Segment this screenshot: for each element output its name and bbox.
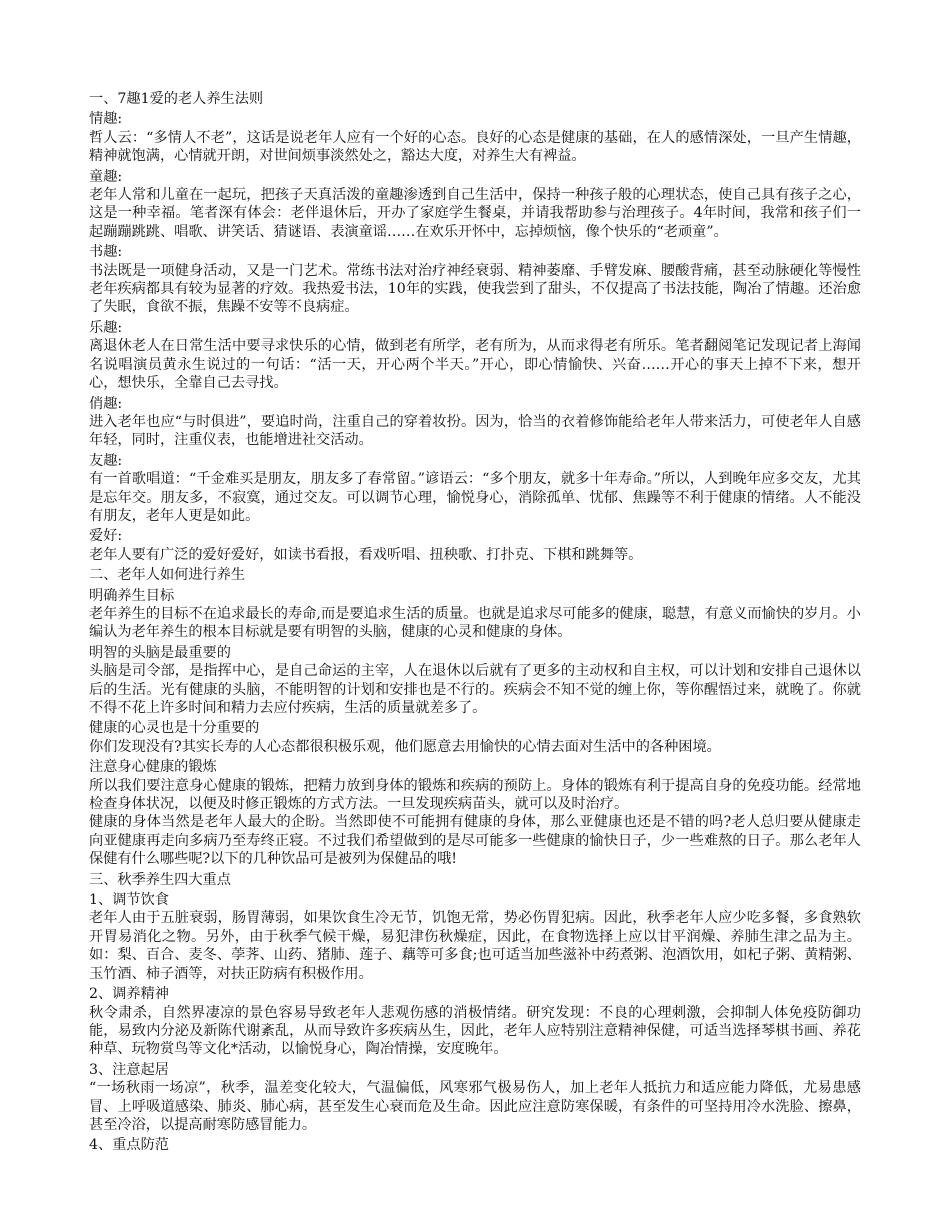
paragraph: 进入老年也应“与时俱进”，要追时尚，注重自己的穿着妆扮。因为，恰当的衣着修饰能给老年人带来活力，可使老年人自感年轻，同时，注重仪表，也能增进社交活动。 <box>89 413 861 449</box>
paragraph: 老年人常和儿童在一起玩，把孩子天真活泼的童趣渗透到自己生活中，保持一种孩子般的心理状态，使自己具有孩子之心，这是一种幸福。笔者深有体会：老伴退休后，开办了家庭学生餐桌，并请我帮助参与治理孩子。4年时间，我常和孩子们一起蹦蹦跳跳、唱歌、讲笑话、猜谜语、表演童谣……在欢乐开怀中，忘掉烦恼，像个快乐的“老顽童”。 <box>89 187 861 240</box>
section-heading: 一、7趣1爱的老人养生法则 <box>89 91 264 107</box>
section-heading: 明智的头脑是最重要的 <box>89 644 231 661</box>
document-body <box>89 90 861 1155</box>
paragraph: 你们发现没有?其实长寿的人心态都很积极乐观，他们愿意去用愉快的心情去面对生活中的各种困境。 <box>89 738 721 755</box>
paragraph: 哲人云：“多情人不老”，这话是说老年人应有一个好的心态。良好的心态是健康的基础，在人的感情深处，一旦产生情趣，精神就饱满，心情就开朗，对世间烦事淡然处之，豁达大度，对养生大有裨益。 <box>89 129 861 165</box>
paragraph: “一场秋雨一场凉”，秋季，温差变化较大，气温偏低，风寒邪气极易伤人，加上老年人抵抗力和适应能力降低，尤易患感冒、上呼吸道感染、肺炎、肺心病，甚至发生心衰而危及生命。因此应注意防寒保暖，有条件的可坚持用冷水洗脸、擦鼻，甚至冷浴，以提高耐寒防感冒能力。 <box>89 1080 861 1133</box>
section-heading: 健康的心灵也是十分重要的 <box>89 720 260 737</box>
paragraph: 老年人要有广泛的爱好爱好，如读书看报，看戏听唱、扭秧歌、打扑克、下棋和跳舞等。 <box>89 546 643 563</box>
section-heading: 注意身心健康的锻炼 <box>89 759 217 776</box>
section-heading: 情趣: <box>89 111 123 128</box>
section-heading: 俏趣: <box>89 395 123 412</box>
paragraph: 有一首歌唱道：“千金难买是朋友，朋友多了春常留。”谚语云：“多个朋友，就多十年寿命。”所以，人到晚年应多交友，尤其是忘年交。朋友多，不寂寞，通过交友。可以调节心理，愉悦身心，消除孤单、忧郁、焦躁等不利于健康的情绪。人不能没有朋友，老年人更是如此。 <box>89 471 861 524</box>
section-heading: 书趣: <box>89 244 123 261</box>
section-heading: 2、调养精神 <box>89 986 169 1003</box>
section-heading: 4、重点防范 <box>89 1137 169 1154</box>
section-heading: 爱好: <box>89 528 123 545</box>
section-heading: 二、老年人如何进行养生 <box>89 567 246 584</box>
section-heading: 童趣: <box>89 168 123 185</box>
section-heading: 明确养生目标 <box>89 587 175 604</box>
paragraph: 老年养生的目标不在追求最长的寿命,而是要追求生活的质量。也就是追求尽可能多的健康，聪慧，有意义而愉快的岁月。小编认为老年养生的根本目标就是要有明智的头脑，健康的心灵和健康的身体。 <box>89 605 861 641</box>
paragraph: 健康的身体当然是老年人最大的企盼。当然即使不可能拥有健康的身体，那么亚健康也还是不错的吗?老人总归要从健康走向亚健康再走向多病乃至寿终正寝。不过我们希望做到的是尽可能多一些健康的愉快日子，少一些难熬的日子。那么老年人保健有什么哪些呢?以下的几种饮品可是被列为保健品的哦! <box>89 814 861 868</box>
paragraph: 书法既是一项健身活动，又是一门艺术。常练书法对治疗神经衰弱、精神萎靡、手臂发麻、腰酸背痛，甚至动脉硬化等慢性老年疾病都具有较为显著的疗效。我热爱书法，10年的实践，使我尝到了甜头，不仅提高了书法技能，陶冶了情趣。还治愈了失眠，食欲不振，焦躁不安等不良病症。 <box>89 262 861 316</box>
paragraph: 所以我们要注意身心健康的锻炼，把精力放到身体的锻炼和疾病的预防上。身体的锻炼有利于提高自身的免疫功能。经常地检查身体状况，以便及时修正锻炼的方式方法。一旦发现疾病苗头，就可以及时治疗。 <box>89 777 861 813</box>
paragraph: 离退休老人在日常生活中要寻求快乐的心情，做到老有所学，老有所为，从而求得老有所乐。笔者翻阅笔记发现记者上海闻名说唱演员黄永生说过的一句话：“活一天，开心两个半天。”开心，即心情愉快、兴奋……开心的事天上掉不下来，想开心，想快乐，全靠自己去寻找。 <box>89 338 861 392</box>
section-heading: 1、调节饮食 <box>89 892 169 909</box>
section-heading: 三、秋季养生四大重点 <box>89 871 231 888</box>
paragraph: 头脑是司令部，是指挥中心，是自己命运的主宰，人在退休以后就有了更多的主动权和自主权，可以计划和安排自己退休以后的生活。光有健康的头脑，不能明智的计划和安排也是不行的。疾病会不知不觉的缠上你，等你醒悟过来，就晚了。你就不得不花上许多时间和精力去应付疾病，生活的质量就差多了。 <box>89 663 861 716</box>
section-heading: 友趣: <box>89 452 123 469</box>
paragraph: 老年人由于五脏衰弱，肠胃薄弱，如果饮食生冷无节，饥饱无常，势必伤胃犯病。因此，秋季老年人应少吃多餐，多食熟软开胃易消化之物。另外，由于秋季气候干燥，易犯津伤秋燥症，因此，在食物选择上应以甘平润燥、养肺生津之品为主。如：梨、百合、麦冬、荸荠、山药、猪肺、莲子、藕等可多食;也可适当加些滋补中药煮粥、泡酒饮用，如杞子粥、黄精粥、玉竹酒、柿子酒等，对扶正防病有积极作用。 <box>89 910 861 982</box>
section-heading: 乐趣: <box>89 319 123 336</box>
section-heading: 3、注意起居 <box>89 1061 169 1078</box>
paragraph: 秋令肃杀，自然界凄凉的景色容易导致老年人悲观伤感的消极情绪。研究发现：不良的心理刺激，会抑制人体免疫防御功能，易致内分泌及新陈代谢紊乱，从而导致许多疾病丛生，因此，老年人应特别注意精神保健，可适当选择琴棋书画、养花种草、玩物赏鸟等文化*活动，以愉悦身心，陶冶情操，安度晚年。 <box>89 1004 861 1058</box>
